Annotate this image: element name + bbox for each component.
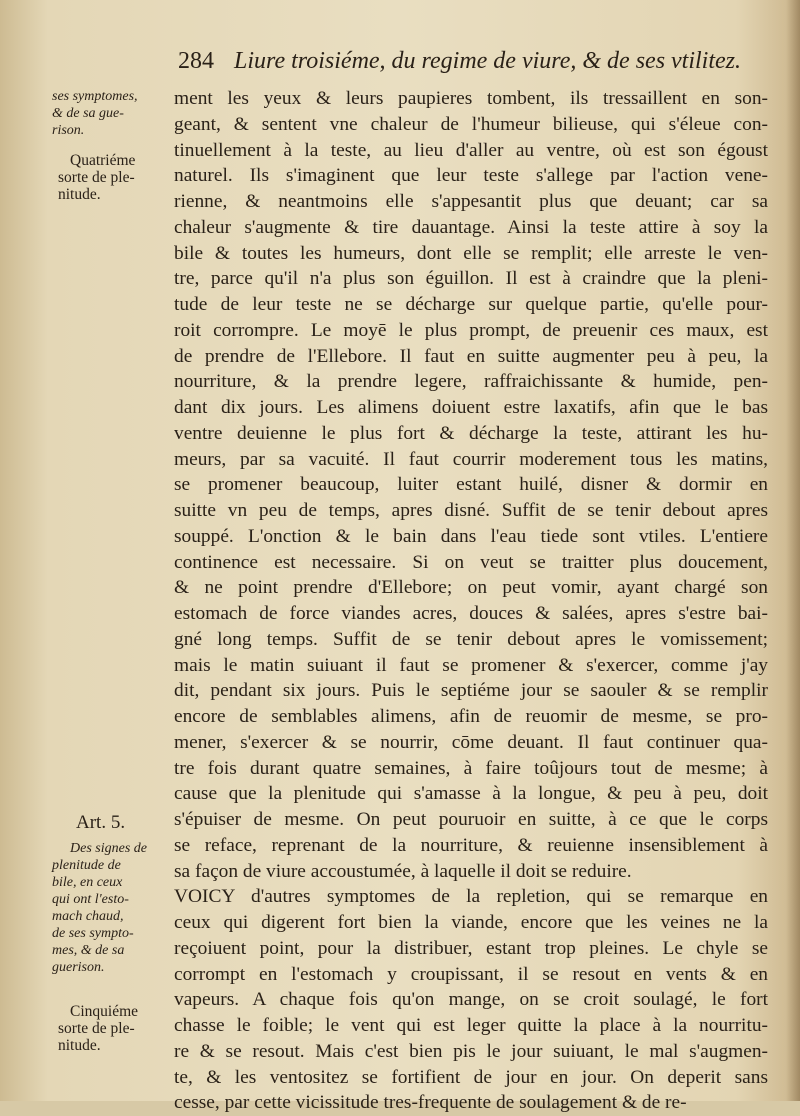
- text-line: & ne point prendre d'Ellebore; on peut vomir, ayant chargé son: [174, 577, 768, 599]
- text-line: sa façon de viure accoustumée, à laquelle il doit se reduire.: [174, 860, 632, 882]
- text-line: tinuellement à la teste, au lieu d'aller au ventre, où est son égoust: [174, 139, 768, 161]
- text-line: roit corrompre. Le moyē le plus prompt, de preuenir ces maux, est: [174, 319, 768, 341]
- margin-note-line: nitude.: [58, 1037, 101, 1054]
- text-line: chasse le foible; le vent qui est leger quitte la place à la nourritu-: [174, 1015, 768, 1036]
- article-number: Art. 5.: [76, 812, 126, 833]
- margin-note-line: & de sa gue-: [52, 106, 124, 121]
- text-line: mais le matin suiuant il faut se promener & s'exercer, comme j'ay: [174, 654, 768, 676]
- running-title: Liure troisiéme, du regime de viure, & de ses vtilitez.: [234, 48, 742, 74]
- text-line: ment les yeux & leurs paupieres tombent, ils tressaillent en son-: [174, 88, 768, 109]
- text-line: te, & les ventositez se fortifient de jour en jour. On deperit sans: [174, 1066, 768, 1088]
- text-line: reçoiuent point, pour la distribuer, estant trop pleines. Le chyle se: [174, 937, 768, 959]
- margin-note-line: sorte de ple-: [58, 169, 135, 186]
- text-line: meurs, par sa vacuité. Il faut courrir moderement tous les matins,: [174, 448, 768, 470]
- margin-note-line: de ses sympto-: [52, 926, 134, 941]
- text-line: geant, & sentent vne chaleur de l'humeur bilieuse, qui s'éleue con-: [174, 113, 768, 135]
- margin-note-line: sorte de ple-: [58, 1020, 135, 1037]
- text-line: se reface, reprenant de la nourriture, & reuienne insensiblement à: [174, 834, 768, 856]
- margin-note-line: Cinquiéme: [70, 1003, 139, 1020]
- text-line: naturel. Ils s'imaginent que leur teste s'allege par l'action vene-: [174, 165, 768, 187]
- margin-note-symptoms: [52, 88, 172, 139]
- text-line: dit, pendant six jours. Puis le septiéme jour se saouler & se remplir: [174, 680, 768, 702]
- text-line: corrompt en l'estomach y croupissant, il se resout en vents & en: [174, 963, 768, 985]
- text-line: gné long temps. Suffit de se tenir debout apres le vomissement;: [174, 628, 768, 650]
- margin-note-line: mach chaud,: [52, 909, 124, 924]
- text-line: bile & toutes les humeurs, dont elle se remplit; elle arreste le ven-: [174, 242, 768, 264]
- page-number: 284: [178, 48, 214, 74]
- text-line: souppé. L'onction & le bain dans l'eau tiede sont vtiles. L'entiere: [174, 525, 768, 547]
- margin-note-line: bile, en ceux: [52, 875, 123, 890]
- text-line: rienne, & neantmoins elle s'appesantit plus que deuant; car sa: [174, 191, 768, 212]
- text-line: VOICY d'autres symptomes de la repletion, qui se remarque en: [174, 886, 768, 908]
- text-line: nourriture, & la prendre legere, raffraichissante & humide, pen-: [174, 371, 768, 393]
- text-line: de prendre de l'Ellebore. Il faut en suitte augmenter peu à peu, la: [174, 345, 768, 367]
- text-line: suitte vn peu de temps, apres disné. Suffit de se tenir debout apres: [174, 500, 768, 521]
- body-text: [174, 86, 768, 1116]
- text-line: cause que la plenitude qui s'amasse à la longue, & peu à peu, doit: [174, 783, 768, 805]
- margin-note-fifth-sort: [58, 1003, 178, 1054]
- text-line: tre fois durant quatre semaines, à faire toûjours tout de mesme; à: [174, 757, 768, 779]
- text-line: tude de leur teste ne se décharge sur quelque partie, qu'elle pour-: [174, 294, 768, 315]
- text-line: cesse, par cette vicissitude tres-frequente de soulagement & de re-: [174, 1092, 687, 1114]
- text-line: encore de semblables alimens, afin de reuomir de mesme, se pro-: [174, 706, 768, 727]
- margin-note-line: rison.: [52, 123, 85, 138]
- text-line: se promener beaucoup, luiter estant huilé, disner & dormir en: [174, 474, 768, 496]
- margin-note-fourth-sort: [58, 152, 178, 203]
- margin-note-line: plenitude de: [52, 858, 121, 873]
- text-line: dant dix jours. Les alimens doiuent estre laxatifs, afin que le bas: [174, 397, 768, 418]
- text-line: chaleur s'augmente & tire dauantage. Ainsi la teste attire à soy la: [174, 216, 768, 238]
- margin-note-line: Des signes de: [70, 841, 147, 856]
- text-line: estomach de force viandes acres, douces & salées, apres s'estre bai-: [174, 603, 768, 624]
- margin-note-line: qui ont l'esto-: [52, 892, 129, 907]
- text-line: vapeurs. A chaque fois qu'on mange, on se croit soulagé, le fort: [174, 989, 768, 1011]
- text-line: mener, s'exercer & se nourrir, cōme deuant. Il faut continuer qua-: [174, 731, 768, 753]
- text-line: ventre deuienne le plus fort & décharge la teste, attirant les hu-: [174, 422, 768, 444]
- running-header: [178, 48, 778, 84]
- margin-note-line: ses symptomes,: [52, 89, 138, 104]
- text-line: ceux qui digerent fort bien la viande, encore que les veines ne la: [174, 912, 768, 933]
- text-line: continence est necessaire. Si on veut se traitter plus doucement,: [174, 551, 768, 573]
- margin-note-line: mes, & de sa: [52, 943, 125, 958]
- margin-note-line: Quatriéme: [70, 152, 136, 169]
- margin-note-signs-of-plenitude: [52, 840, 172, 976]
- margin-note-line: nitude.: [58, 186, 101, 203]
- text-line: tre, parce qu'il n'a plus son éguillon. Il est à craindre que la pleni-: [174, 268, 768, 290]
- margin-note-line: guerison.: [52, 960, 105, 975]
- text-line: s'épuiser de mesme. On peut pouruoir en suitte, à ce que le corps: [174, 809, 768, 830]
- text-line: re & se resout. Mais c'est bien pis le jour suiuant, le mal s'augmen-: [174, 1040, 768, 1062]
